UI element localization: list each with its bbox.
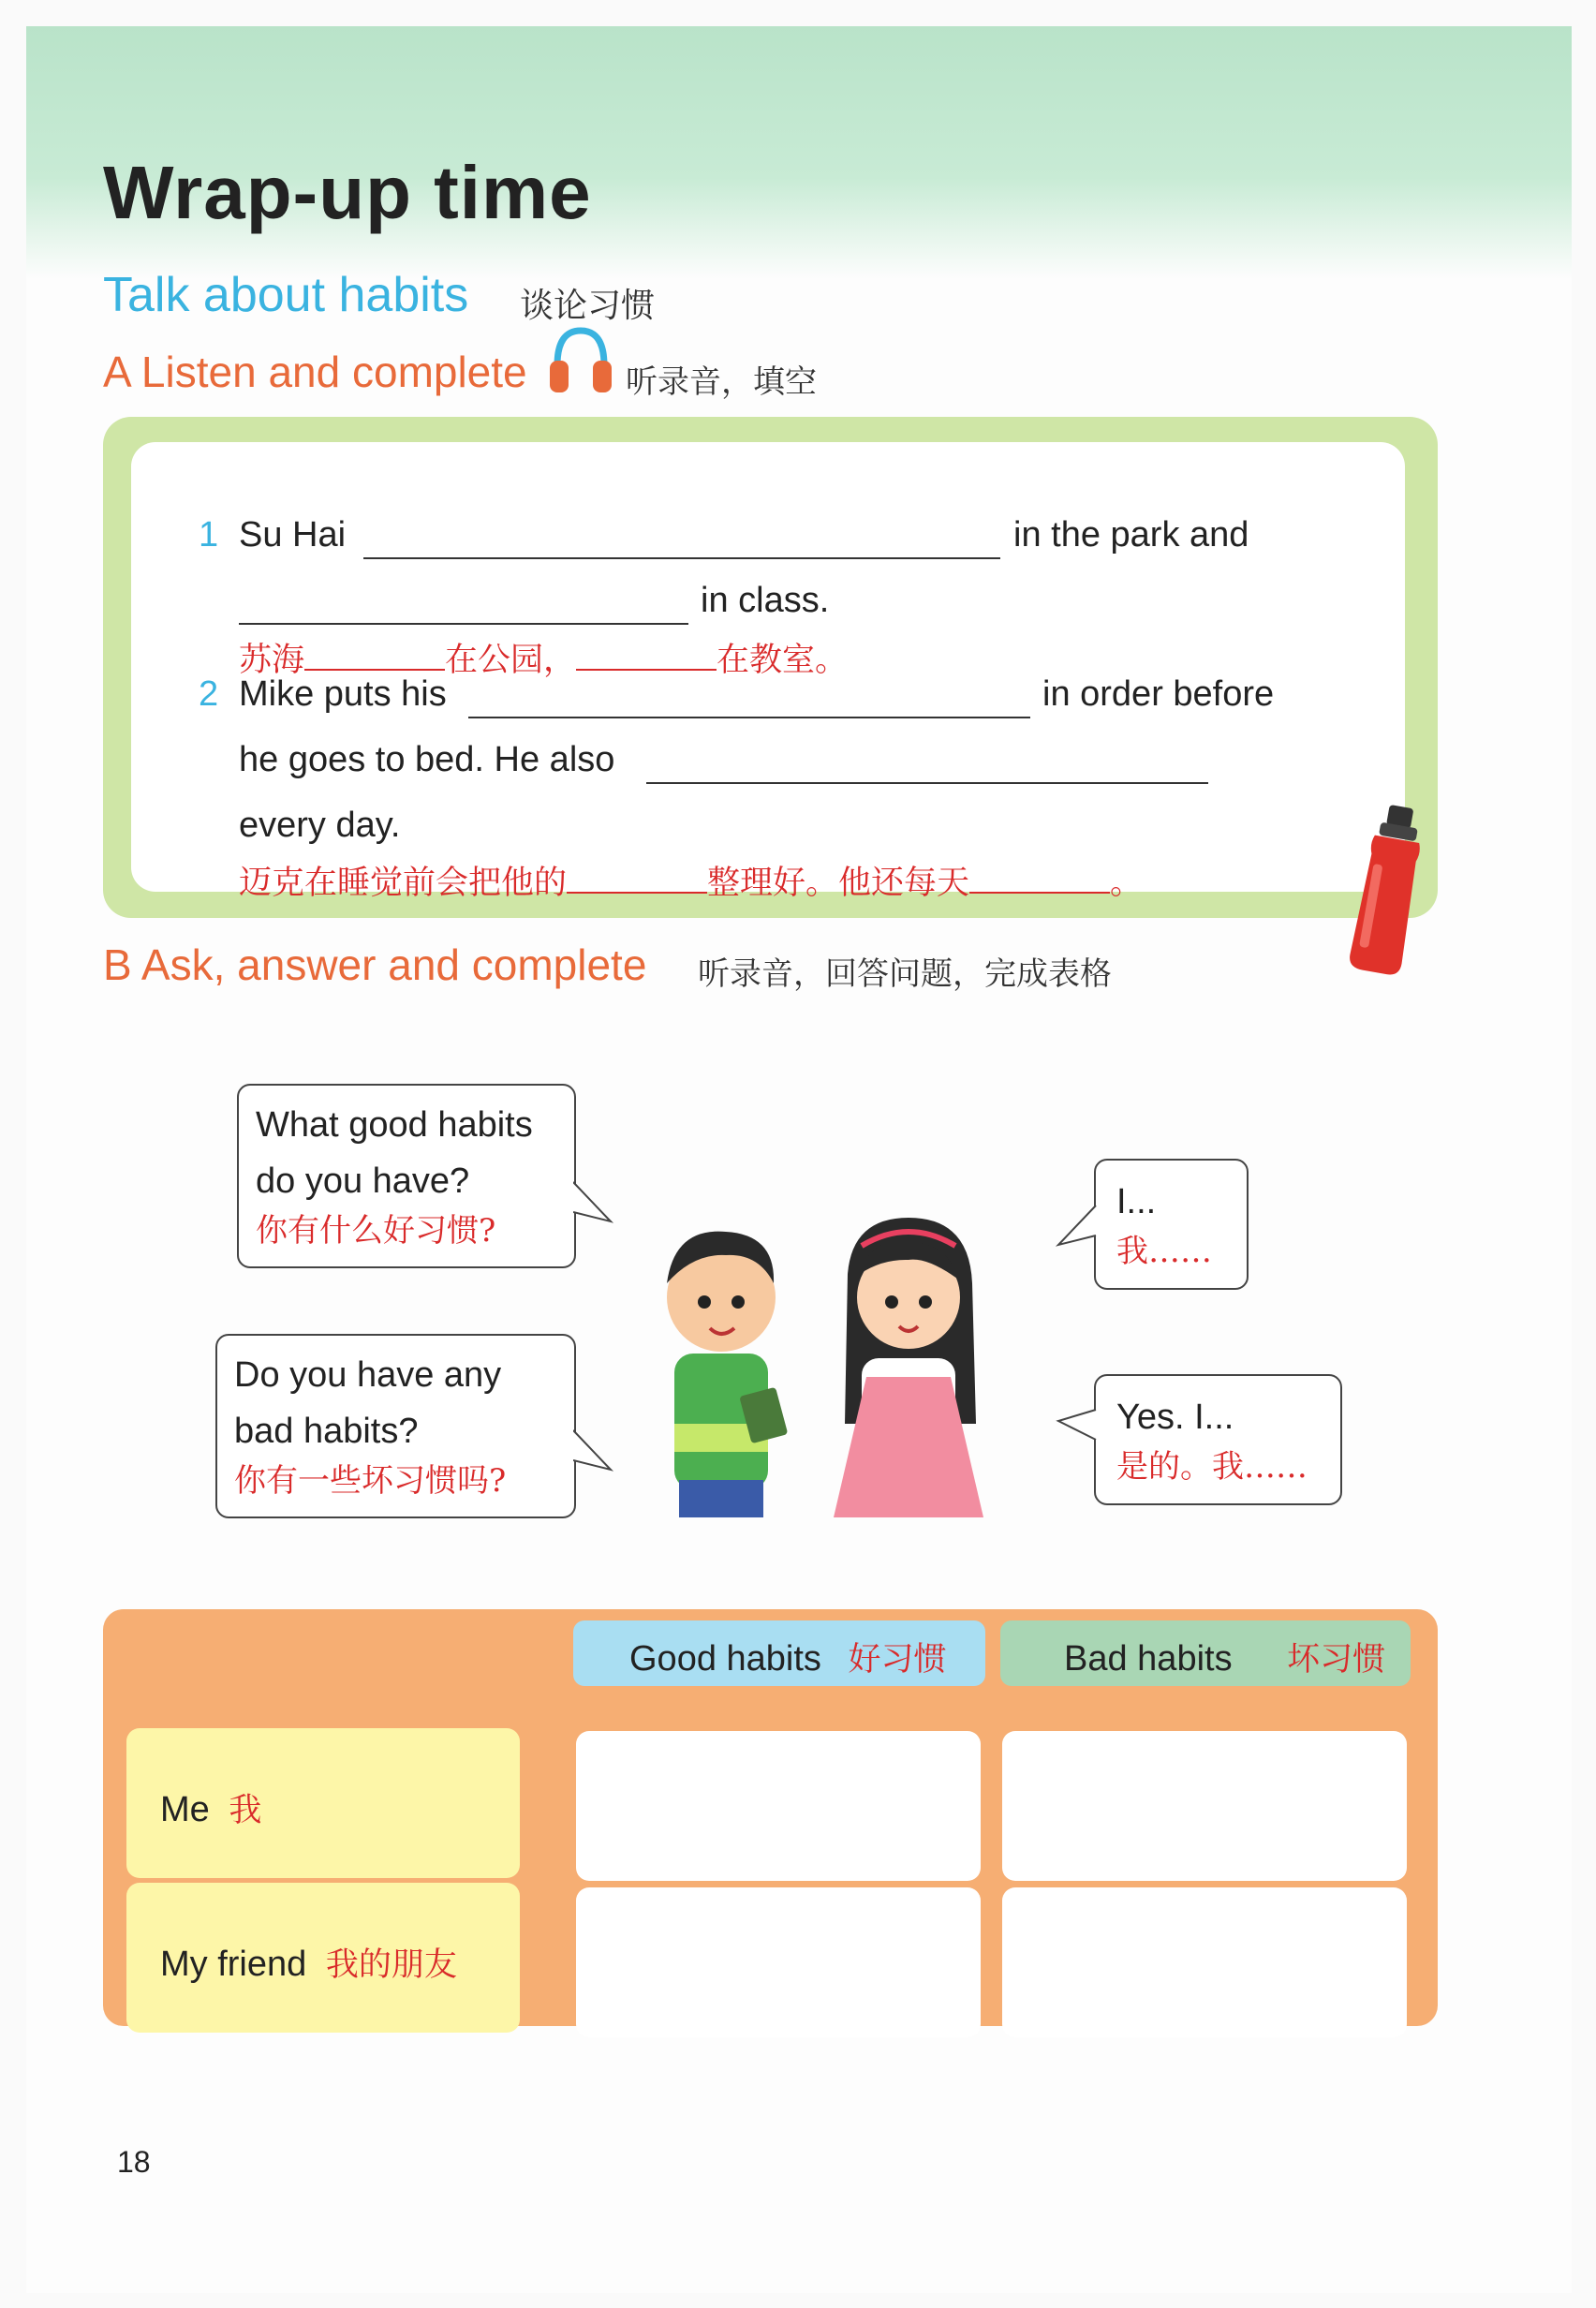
boy-illustration [667,1232,788,1517]
item-2-text-mid: in order before [1042,674,1275,714]
bad-habits-zh: 坏习惯 [1287,1641,1386,1679]
item-2-zh-blank-2 [969,864,1110,894]
speech-bubble-answer-1 [1094,1159,1249,1290]
headphones-icon [548,323,613,398]
cell-friend-bad-habits[interactable] [1002,1887,1407,2037]
bubble-a1-en: I... [1116,1182,1157,1221]
table-header-good-habits [573,1620,985,1686]
row-me-en: Me [160,1790,210,1829]
item-1-text-start: Su Hai [239,515,347,555]
bubble-tail [573,1428,615,1475]
bubble-q2-zh: 你有一些坏习惯吗? [234,1462,507,1500]
cell-me-good-habits[interactable] [576,1731,981,1881]
bubble-a2-en: Yes. I... [1116,1398,1234,1437]
item-2-blank-2[interactable] [646,782,1208,784]
girl-illustration [834,1218,983,1517]
bubble-a1-zh: 我…… [1116,1233,1212,1270]
water-bottle-illustration [1349,801,1428,979]
item-2-translation [239,857,1143,904]
item-2-text-line2: he goes to bed. He also [239,740,615,779]
row-me-zh: 我 [229,1792,262,1829]
bubble-tail [1055,1408,1097,1455]
page-title: Wrap-up time [103,151,592,234]
item-2-blank-1[interactable] [468,717,1030,718]
item-1-text-end: in class. [701,581,830,620]
bubble-q1-line1: What good habits [256,1105,533,1145]
item-1-blank-1[interactable] [363,557,1000,559]
item-2-text-line3: every day. [239,806,401,845]
subtitle-en: Talk about habits [103,268,469,322]
item-1-text-mid: in the park and [1013,515,1249,555]
cell-friend-good-habits[interactable] [576,1887,981,2037]
section-b-instruction-zh: 听录音，回答问题，完成表格 [698,955,1112,993]
section-a-instruction-zh: 听录音，填空 [626,363,817,401]
table-row-header-my-friend [126,1883,520,2033]
item-2-zh-part3: 。 [1110,865,1144,902]
table-header-bad-habits [1000,1620,1411,1686]
section-a-title: A Listen and complete [103,348,527,396]
item-1-blank-2[interactable] [239,623,688,625]
item-1-number: 1 [199,515,219,555]
speech-bubble-answer-2 [1094,1374,1342,1505]
bubble-tail [573,1180,615,1227]
item-1-zh-part3: 在教室。 [717,642,849,679]
item-1-zh-blank-1 [304,641,445,671]
bubble-a2-zh: 是的。我…… [1116,1448,1308,1486]
item-2-zh-blank-1 [567,864,707,894]
section-b-title: B Ask, answer and complete [103,940,647,989]
bad-habits-en: Bad habits [1064,1639,1233,1679]
bubble-q2-line2: bad habits? [234,1412,419,1451]
row-friend-en: My friend [160,1945,307,1984]
bubble-tail [1055,1204,1097,1250]
page-number: 18 [117,2145,151,2179]
table-row-header-me [126,1728,520,1878]
speech-bubble-bad-habits-question [215,1334,576,1518]
item-2-zh-part2: 整理好。他还每天 [707,865,970,902]
item-1-zh-blank-2 [576,641,717,671]
item-2-zh-part1: 迈克在睡觉前会把他的 [239,865,568,902]
subtitle-zh: 谈论习惯 [520,287,656,325]
row-friend-zh: 我的朋友 [325,1946,457,1984]
item-1-zh-part2: 在公园， [445,642,577,679]
item-1-zh-part1: 苏海 [239,642,305,679]
bubble-q1-line2: do you have? [256,1161,470,1201]
item-2-number: 2 [199,674,219,714]
bubble-q1-zh: 你有什么好习惯? [256,1212,496,1250]
good-habits-zh: 好习惯 [848,1641,947,1679]
children-illustration [637,1143,1030,1517]
cell-me-bad-habits[interactable] [1002,1731,1407,1881]
item-2-text-start: Mike puts his [239,674,447,714]
good-habits-en: Good habits [629,1639,821,1679]
speech-bubble-good-habits-question [237,1084,576,1268]
bubble-q2-line1: Do you have any [234,1355,502,1395]
